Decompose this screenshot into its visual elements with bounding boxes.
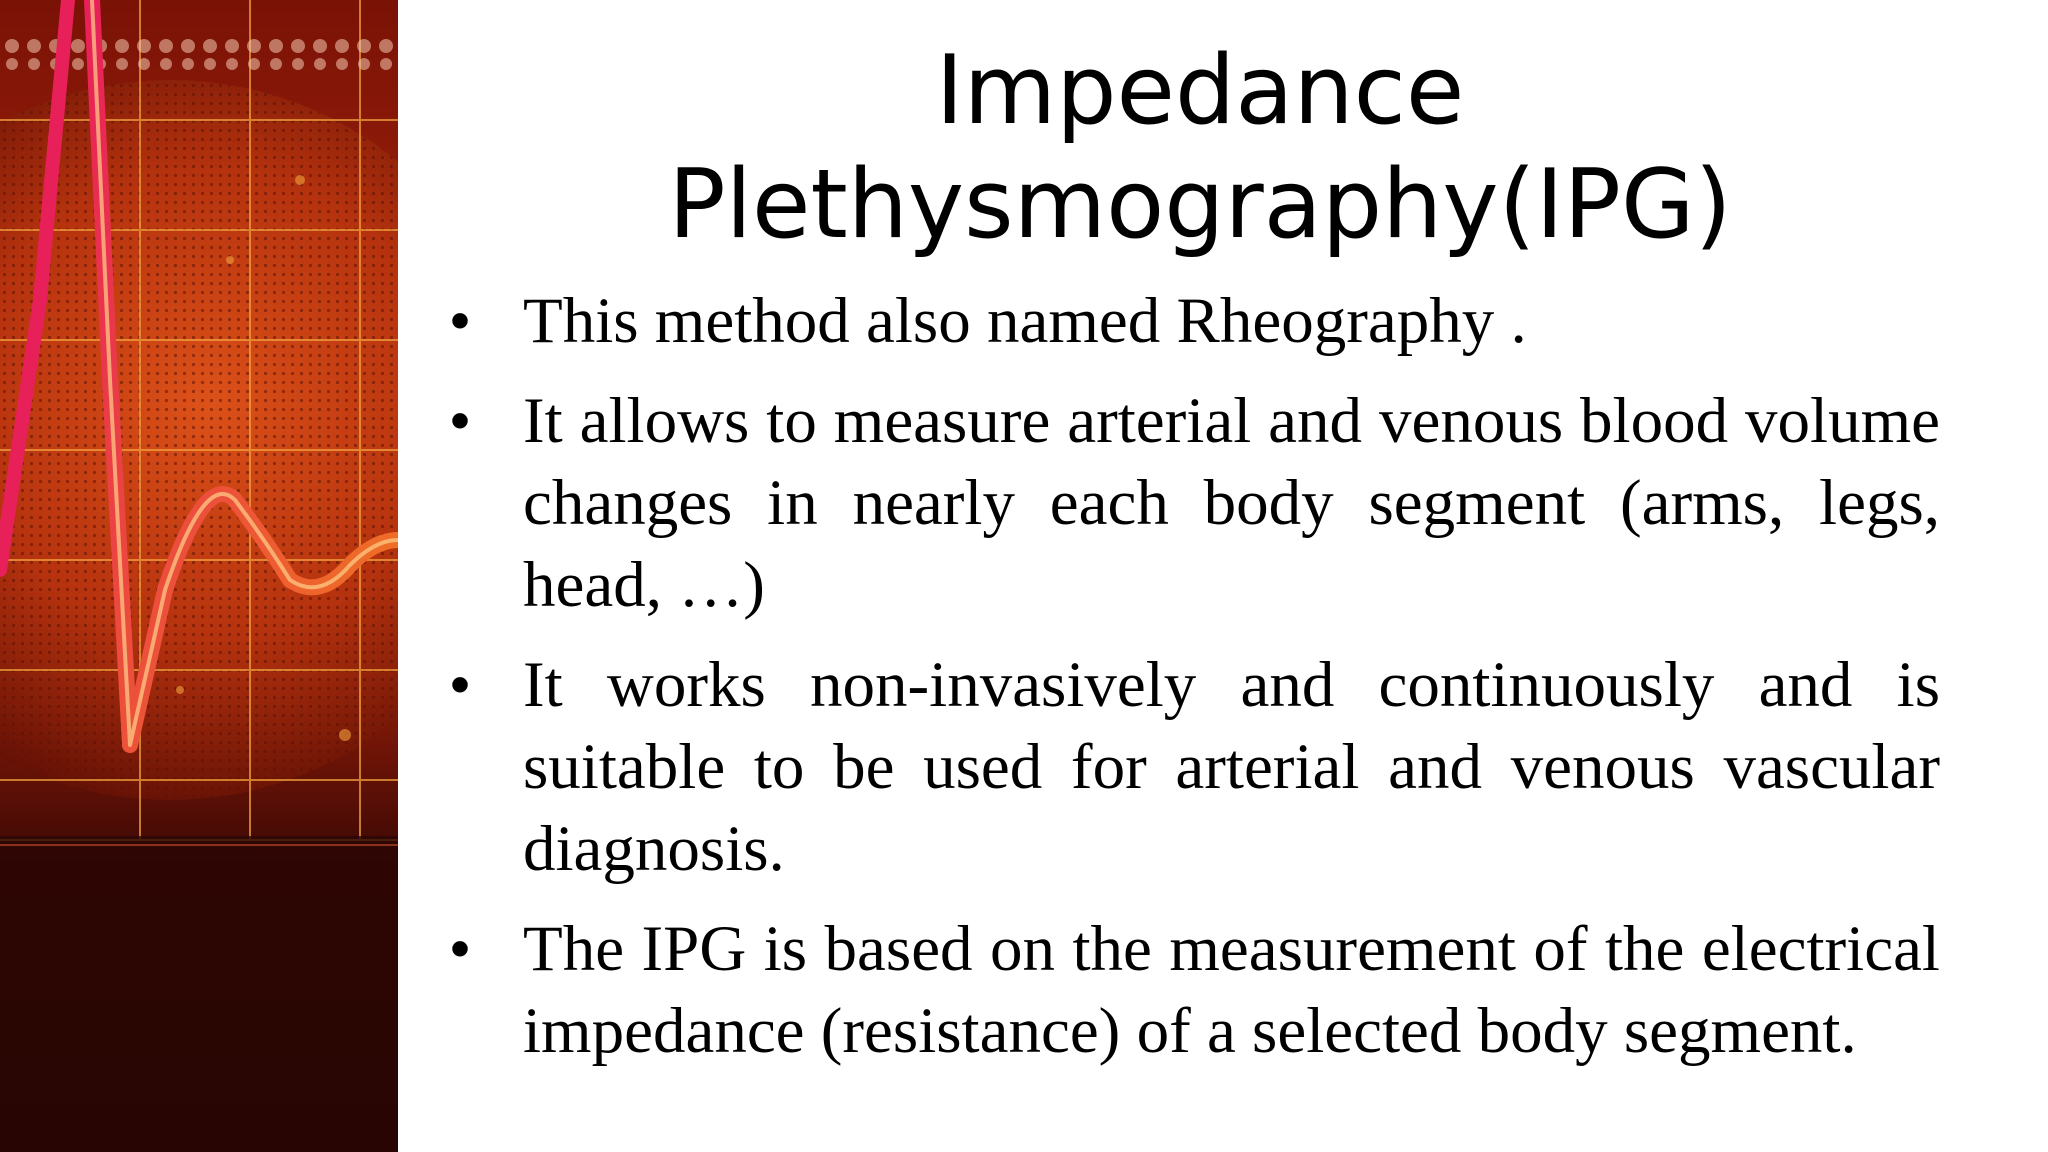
bullet-text: The IPG is based on the measurement of the electrical impedance (resistance) of a selected body segment. bbox=[523, 913, 1940, 1067]
decorative-ecg-panel bbox=[0, 0, 398, 1152]
bullet-item-impedance-measurement bbox=[440, 908, 1940, 1072]
bullet-text: It works non-invasively and continuously and is suitable to be used for arterial and venous vascular diagnosis. bbox=[523, 649, 1940, 885]
bullet-text: This method also named Rheography . bbox=[523, 285, 1527, 357]
bullet-icon: • bbox=[448, 913, 472, 985]
bullet-item-blood-volume bbox=[440, 380, 1940, 626]
bullet-icon: • bbox=[448, 285, 472, 357]
bullet-text: It allows to measure arterial and venous blood volume changes in nearly each body segment (arms, legs, head, …) bbox=[523, 385, 1940, 621]
slide-title bbox=[420, 34, 1980, 262]
bullet-list bbox=[440, 280, 1940, 1090]
bullet-icon: • bbox=[448, 385, 472, 457]
title-line-2: Plethysmography(IPG) bbox=[668, 150, 1732, 260]
title-line-1: Impedance bbox=[935, 36, 1465, 146]
bullet-item-non-invasive bbox=[440, 644, 1940, 890]
bullet-item-rheography bbox=[440, 280, 1940, 362]
ecg-waveform-image bbox=[0, 0, 398, 1152]
bullet-icon: • bbox=[448, 649, 472, 721]
